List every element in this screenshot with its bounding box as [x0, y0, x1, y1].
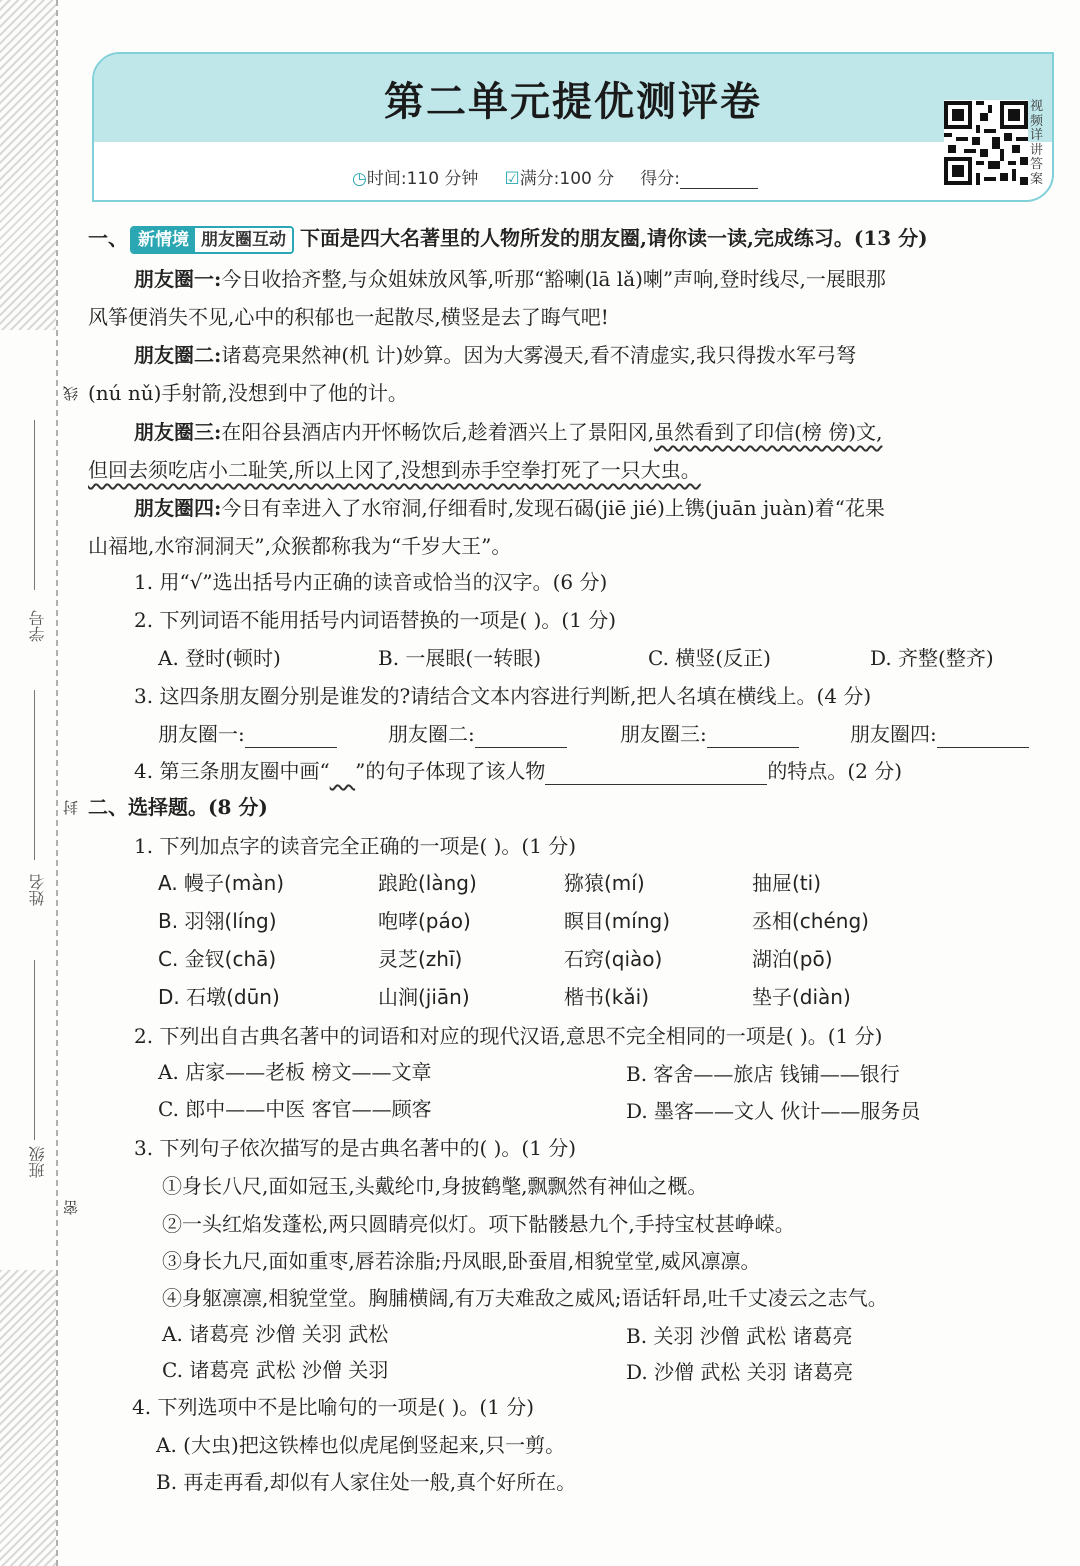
s2-question-3: 3. 下列句子依次描写的是古典名著中的( )。(1 分): [134, 1136, 577, 1160]
name-line: [34, 690, 35, 860]
s1-question-1: 1. 用“√”选出括号内正确的读音或恰当的汉字。(6 分): [134, 570, 608, 594]
s1-question-4: [134, 757, 902, 785]
section-1-heading: [88, 224, 928, 254]
s2-q1-c-4: 湖泊(pō): [752, 947, 833, 971]
moment-4-label: 朋友圈四:: [134, 496, 222, 520]
score-info: [640, 164, 758, 189]
moment-3-label: 朋友圈三:: [134, 420, 222, 444]
title-band: [94, 54, 1052, 142]
fill-moment-4: [850, 720, 1029, 748]
full-score-info: [504, 164, 614, 189]
moment-1-line-1: [134, 265, 886, 293]
s2-q2-option-c[interactable]: C. 郎中——中医 客官——顾客: [158, 1097, 432, 1121]
s2-q3-line-3: ③身长九尺,面如重枣,唇若涂脂;丹凤眼,卧蚕眉,相貌堂堂,威风凛凛。: [162, 1249, 761, 1273]
s2-q3-option-c[interactable]: C. 诸葛亮 武松 沙僧 关羽: [162, 1358, 389, 1382]
scenario-tag-sub: 朋友圈互动: [195, 228, 292, 252]
s2-q3-line-4: ④身躯凛凛,相貌堂堂。胸脯横阔,有万夫难敌之威风;语话轩昂,吐千丈凌云之志气。: [162, 1286, 888, 1310]
s2-q4-option-b[interactable]: B. 再走再看,却似有人家住处一般,真个好所在。: [156, 1470, 577, 1494]
s1-q2-option-d[interactable]: D. 齐整(整齐): [870, 646, 994, 670]
s1-q4-text-c: 的特点。(2 分): [767, 759, 903, 783]
fill-moment-1: [158, 720, 337, 748]
s2-q1-d-1[interactable]: D. 石墩(dūn): [158, 985, 280, 1009]
fill-moment-4-blank[interactable]: [937, 747, 1029, 748]
moment-4-text-a: 今日有幸进入了水帘洞,仔细看时,发现石碣(jiē jié)上镌(juān juàn)着“花果: [221, 496, 885, 520]
s1-q4-text-b: ”的句子体现了该人物: [355, 759, 546, 783]
moment-3-wavy-a: 虽然看到了印信(榜 傍)文,: [654, 420, 883, 444]
fill-moment-2-label: 朋友圈二:: [388, 722, 475, 746]
section-1-number: 一、: [88, 226, 128, 250]
s2-q2-option-a[interactable]: A. 店家——老板 榜文——文章: [158, 1060, 432, 1084]
s2-q1-a-2: 踉跄(làng): [378, 871, 477, 895]
moment-3-text-a: 在阳谷县酒店内开怀畅饮后,趁着酒兴上了景阳冈,: [221, 420, 655, 444]
s2-q1-d-2: 山涧(jiān): [378, 985, 470, 1009]
section-2-heading: 二、选择题。(8 分): [88, 795, 268, 819]
s1-q2-option-b[interactable]: B. 一展眼(一转眼): [378, 646, 542, 670]
student-id-label: 学号: [28, 610, 47, 642]
binding-mark-feng: 封: [62, 800, 80, 815]
moment-3-line-1: [134, 418, 882, 446]
s1-question-2: 2. 下列词语不能用括号内词语替换的一项是( )。(1 分): [134, 608, 617, 632]
moment-2-line-2: (nú nǔ)手射箭,没想到中了他的计。: [88, 381, 408, 405]
binding-hatch-bottom: [0, 1270, 56, 1566]
exam-header: [92, 52, 1054, 202]
s2-q1-c-2: 灵芝(zhī): [378, 947, 463, 971]
class-line: [34, 960, 35, 1140]
qr-caption: 视频详讲答案: [1030, 99, 1044, 187]
fill-moment-3-blank[interactable]: [707, 747, 799, 748]
class-label: 班级: [28, 1146, 47, 1178]
moment-4-line-2: 山福地,水帘洞洞天”,众猴都称我为“千岁大王”。: [88, 534, 512, 558]
page-title: 第二单元提优测评卷: [384, 77, 762, 125]
s2-q1-b-1[interactable]: B. 羽翎(líng): [158, 909, 277, 933]
fill-moment-1-label: 朋友圈一:: [158, 722, 245, 746]
s2-question-4: 4. 下列选项中不是比喻句的一项是( )。(1 分): [132, 1395, 535, 1419]
moment-1-text-a: 今日收拾齐整,与众姐妹放风筝,听那“豁喇(lā lǎ)喇”声响,登时线尽,一展眼那: [221, 267, 886, 291]
section-1-instruction: 下面是四大名著里的人物所发的朋友圈,请你读一读,完成练习。(13 分): [300, 226, 928, 250]
score-blank[interactable]: [680, 188, 758, 189]
full-score-text: 满分:100 分: [519, 169, 615, 189]
moment-2-line-1: [134, 341, 856, 369]
binding-hatch-top: [0, 0, 56, 330]
fill-moment-2: [388, 720, 567, 748]
moment-2-label: 朋友圈二:: [134, 343, 222, 367]
s2-q1-b-4: 丞相(chéng): [752, 909, 869, 933]
s1-q4-wavy-sample: [330, 759, 355, 783]
fill-moment-4-label: 朋友圈四:: [850, 722, 937, 746]
moment-3-wavy-b: 但回去须吃店小二耻笑,所以上冈了,没想到赤手空拳打死了一只大虫。: [88, 458, 701, 482]
s2-q1-b-3: 瞑目(míng): [564, 909, 671, 933]
exam-info: [352, 164, 758, 189]
s2-q3-line-1: ①身长八尺,面如冠玉,头戴纶巾,身披鹤氅,飘飘然有神仙之概。: [162, 1174, 708, 1198]
s2-q1-c-3: 石窍(qiào): [564, 947, 663, 971]
scenario-tag: [130, 226, 294, 254]
s1-q2-option-c[interactable]: C. 横竖(反正): [648, 646, 771, 670]
score-label: 得分:: [640, 169, 681, 189]
s2-q1-a-4: 抽屉(ti): [752, 871, 822, 895]
time-info: [352, 164, 478, 189]
binding-dashed-line: [56, 0, 58, 1566]
binding-mark-mi: 密: [62, 1200, 80, 1215]
student-id-line: [34, 420, 35, 590]
s2-question-2: 2. 下列出自古典名著中的词语和对应的现代汉语,意思不完全相同的一项是( )。(1 分): [134, 1024, 883, 1048]
s2-q1-b-2: 咆哮(páo): [378, 909, 471, 933]
s2-q1-a-3: 猕猿(mí): [564, 871, 645, 895]
s1-question-3: 3. 这四条朋友圈分别是谁发的?请结合文本内容进行判断,把人名填在横线上。(4 分): [134, 684, 872, 708]
s2-q1-c-1[interactable]: C. 金钗(chā): [158, 947, 277, 971]
name-label: 姓名: [28, 874, 47, 906]
s2-q1-d-3: 楷书(kǎi): [564, 985, 649, 1009]
s2-q4-option-a[interactable]: A. (大虫)把这铁棒也似虎尾倒竖起来,只一剪。: [156, 1433, 566, 1457]
qr-code-icon[interactable]: [944, 100, 1028, 186]
s2-q1-d-4: 垫子(diàn): [752, 985, 851, 1009]
check-circle-icon: ☑: [504, 169, 520, 189]
fill-moment-2-blank[interactable]: [475, 747, 567, 748]
fill-moment-1-blank[interactable]: [245, 747, 337, 748]
moment-1-line-2: 风筝便消失不见,心中的积郁也一起散尽,横竖是去了晦气吧!: [88, 305, 609, 329]
s1-q2-option-a[interactable]: A. 登时(顿时): [158, 646, 281, 670]
s2-q3-option-b[interactable]: B. 关羽 沙僧 武松 诸葛亮: [626, 1324, 853, 1348]
s2-q2-option-b[interactable]: B. 客舍——旅店 钱铺——银行: [626, 1062, 900, 1086]
s2-q3-option-a[interactable]: A. 诸葛亮 沙僧 关羽 武松: [162, 1322, 389, 1346]
s1-q4-blank[interactable]: [545, 784, 767, 785]
s2-q3-line-2: ②一头红焰发蓬松,两只圆睛亮似灯。项下骷髅悬九个,手持宝杖甚峥嵘。: [162, 1212, 795, 1236]
clock-icon: ◷: [352, 169, 367, 189]
time-text: 时间:110 分钟: [366, 169, 479, 189]
s2-q3-option-d[interactable]: D. 沙僧 武松 关羽 诸葛亮: [626, 1360, 854, 1384]
s2-q2-option-d[interactable]: D. 墨客——文人 伙计——服务员: [626, 1099, 921, 1123]
scenario-tag-main: 新情境: [132, 228, 195, 252]
s2-question-1: 1. 下列加点字的读音完全正确的一项是( )。(1 分): [134, 834, 577, 858]
binding-mark-xian: 线: [62, 386, 80, 401]
s2-q1-a-1[interactable]: A. 幔子(màn): [158, 871, 285, 895]
moment-2-text-a: 诸葛亮果然神(机 计)妙算。因为大雾漫天,看不清虚实,我只得拨水军弓弩: [221, 343, 857, 367]
moment-4-line-1: [134, 494, 885, 522]
fill-moment-3: [620, 720, 799, 748]
fill-moment-3-label: 朋友圈三:: [620, 722, 707, 746]
s1-q4-text-a: 4. 第三条朋友圈中画“: [134, 759, 330, 783]
moment-1-label: 朋友圈一:: [134, 267, 222, 291]
